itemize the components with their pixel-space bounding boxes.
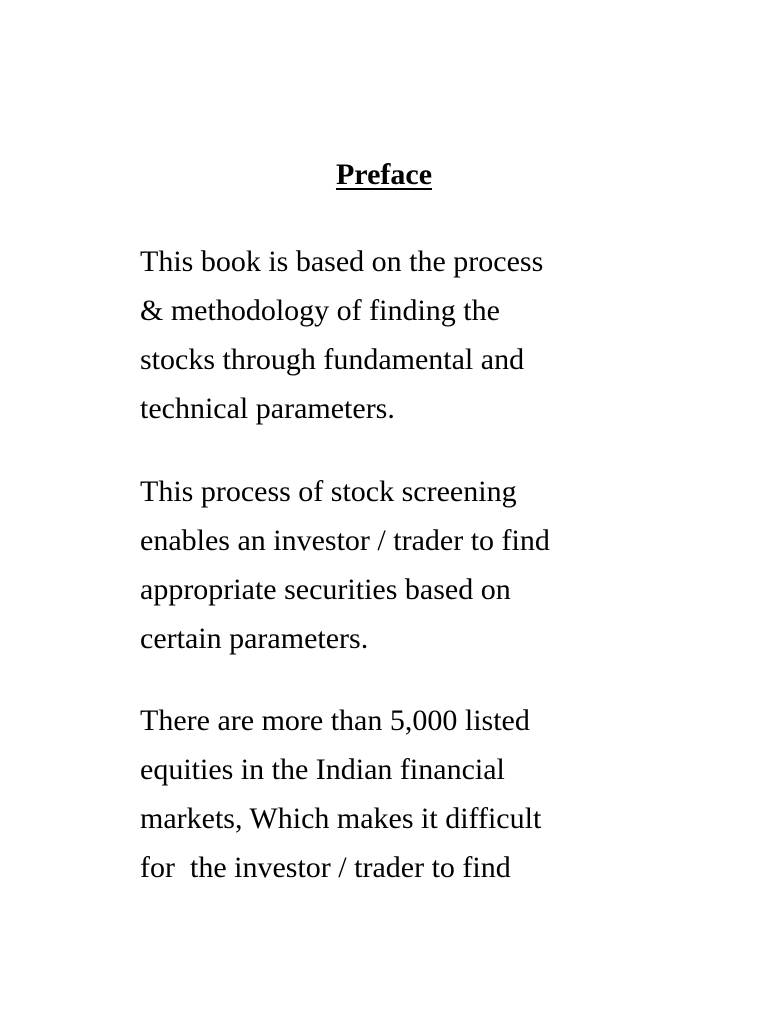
paragraph-line: & methodology of finding the [140, 294, 500, 327]
paragraph-line: This book is based on the process [140, 245, 544, 278]
paragraph-3 [140, 696, 740, 892]
paragraph-line: certain parameters. [140, 622, 369, 655]
paragraph-line: markets, Which makes it difficult [140, 802, 542, 835]
paragraph-line: equities in the Indian financial [140, 753, 505, 786]
paragraph-line: stocks through fundamental and [140, 343, 525, 376]
paragraph-line: enables an investor / trader to find [140, 524, 550, 557]
paragraph-line: appropriate securities based on [140, 573, 511, 606]
paragraph-1 [140, 237, 740, 433]
paragraph-line: technical parameters. [140, 392, 395, 425]
page-title-text: Preface [335, 158, 433, 191]
paragraph-line: for the investor / trader to find [140, 851, 511, 884]
paragraph-line: This process of stock screening [140, 475, 517, 508]
paragraph-2 [140, 467, 740, 663]
page-title [0, 155, 768, 195]
paragraph-line: There are more than 5,000 listed [140, 704, 530, 737]
